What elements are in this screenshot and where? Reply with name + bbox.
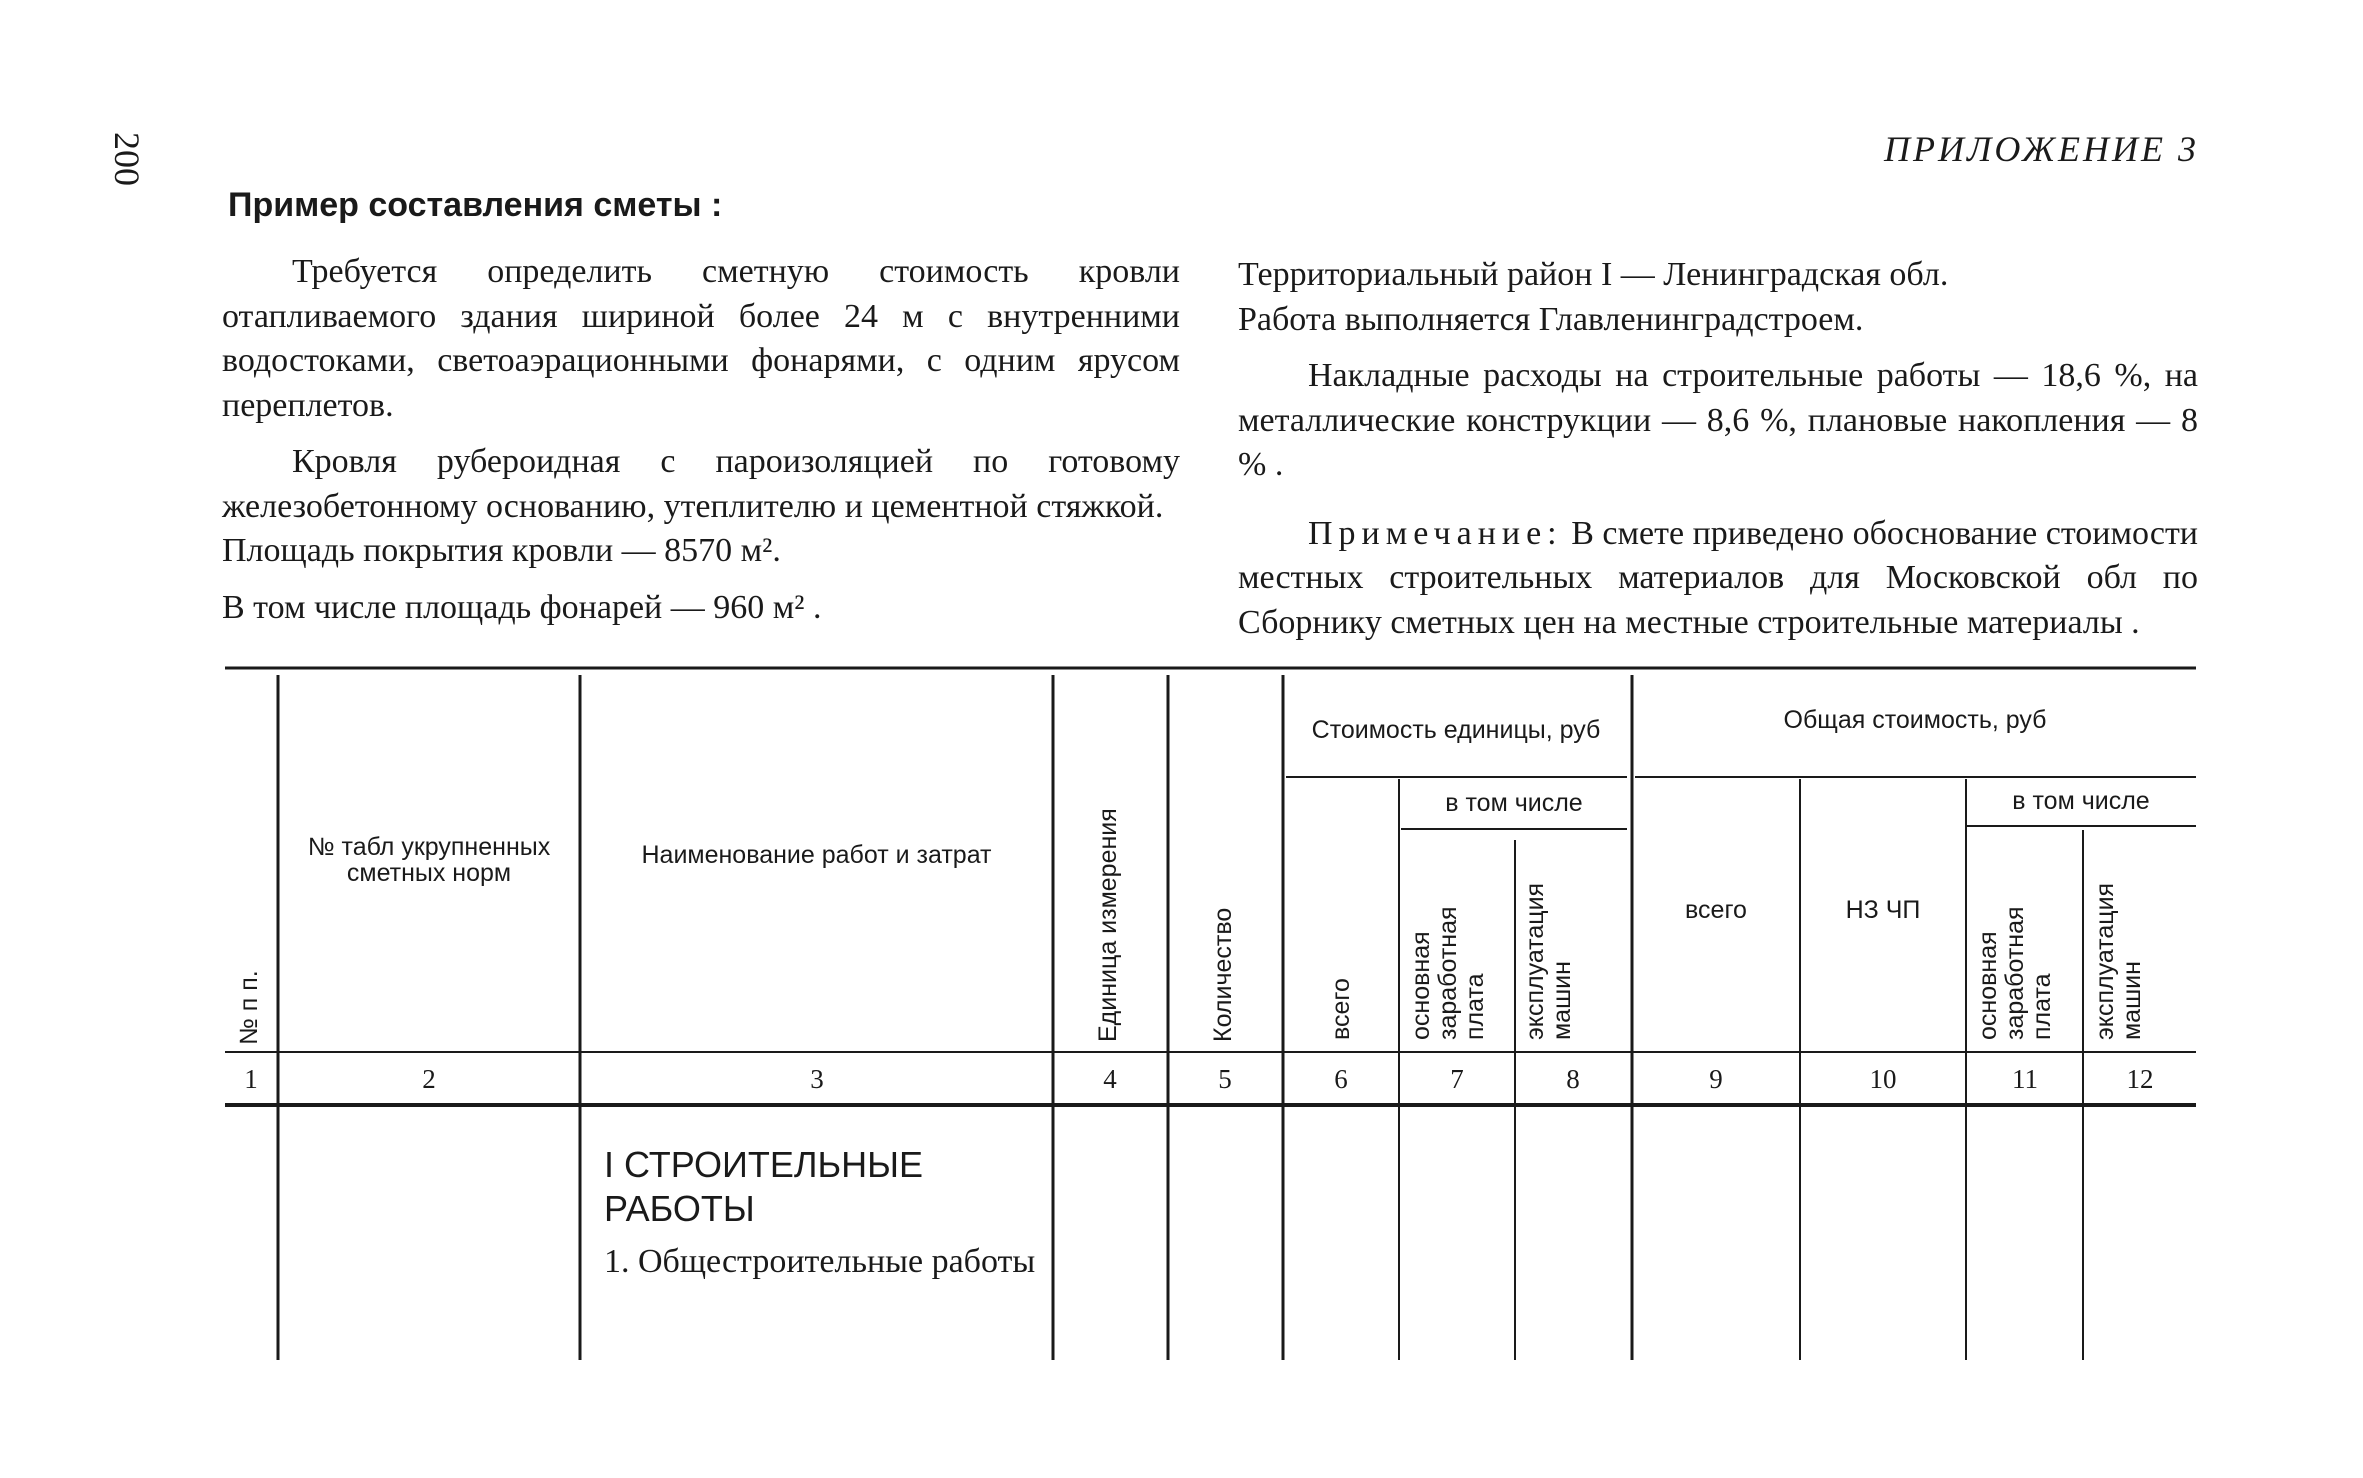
column-number-7: 7 xyxy=(1450,1064,1464,1094)
left-paragraph-1: Требуется определить сметную стоимость кровли отапливаемого здания шириной более 24 м с внутренними водостоками, светоаэрационными фонарями, с одним ярусом переплетов. xyxy=(222,253,1180,424)
note-text: В смете приведено обоснование стоимости местных строительных материалов для Московской обл по Сборнику сметных цен на местные строительные материалы . xyxy=(1238,514,2198,641)
column-number-4: 4 xyxy=(1103,1064,1117,1094)
page-number: 200 xyxy=(107,132,147,186)
header-unit-machines: эксплуатация машин xyxy=(1521,882,1576,1040)
header-total-all: всего xyxy=(1685,896,1747,924)
header-quantity: Количество xyxy=(1209,907,1237,1042)
header-unit: Единица измерения xyxy=(1094,808,1122,1042)
note-label: Примечание: xyxy=(1308,514,1563,552)
column-number-12: 12 xyxy=(2126,1064,2154,1094)
section-title: I СТРОИТЕЛЬНЫЕ РАБОТЫ xyxy=(604,1144,924,1229)
header-total-incl: в том числе xyxy=(2012,787,2150,815)
left-paragraph-4: В том числе площадь фонарей — 960 м² . xyxy=(222,588,822,626)
column-number-2: 2 xyxy=(422,1064,436,1094)
header-norms-table: № табл укрупненных сметных норм xyxy=(307,833,551,887)
header-row-number: № п п. xyxy=(235,970,263,1045)
header-total-machines: эксплуатация машин xyxy=(2091,882,2146,1040)
header-total-nzchp: НЗ ЧП xyxy=(1845,896,1921,924)
right-paragraph-2: Работа выполняется Главленинградстроем. xyxy=(1238,300,1864,338)
left-paragraph-2: Кровля рубероидная с пароизоляцией по готовому железобетонному основанию, утеплителю и цементной стяжкой. xyxy=(222,443,1180,525)
column-number-9: 9 xyxy=(1709,1064,1723,1094)
column-number-8: 8 xyxy=(1566,1064,1580,1094)
column-number-5: 5 xyxy=(1218,1064,1232,1094)
header-unit-cost: Стоимость единицы, руб xyxy=(1311,716,1601,744)
appendix-title: ПРИЛОЖЕНИЕ 3 xyxy=(1884,129,2199,169)
header-total-cost: Общая стоимость, руб xyxy=(1783,706,2047,734)
header-total-salary: основная заработная плата xyxy=(1974,906,2056,1040)
section-heading: Пример составления сметы : xyxy=(228,186,723,224)
column-number-1: 1 xyxy=(244,1064,258,1094)
header-unit-incl: в том числе xyxy=(1445,789,1583,817)
column-number-10: 10 xyxy=(1869,1064,1897,1094)
header-unit-total: всего xyxy=(1327,978,1355,1040)
right-paragraph-1: Территориальный район I — Ленинградская обл. xyxy=(1238,256,1949,293)
left-paragraph-3: Площадь покрытия кровли — 8570 м². xyxy=(222,532,781,569)
column-number-11: 11 xyxy=(2012,1064,2038,1094)
subsection-title: 1. Общестроительные работы xyxy=(604,1243,1036,1280)
column-number-3: 3 xyxy=(810,1064,824,1094)
column-number-6: 6 xyxy=(1334,1064,1348,1094)
header-work-name: Наименование работ и затрат xyxy=(641,841,992,869)
header-unit-salary: основная заработная плата xyxy=(1407,906,1489,1040)
right-paragraph-3: Накладные расходы на строительные работы — 18,6 %, на металлические конструкции — 8,6 %, плановые накопления — 8 % . xyxy=(1238,357,2198,483)
